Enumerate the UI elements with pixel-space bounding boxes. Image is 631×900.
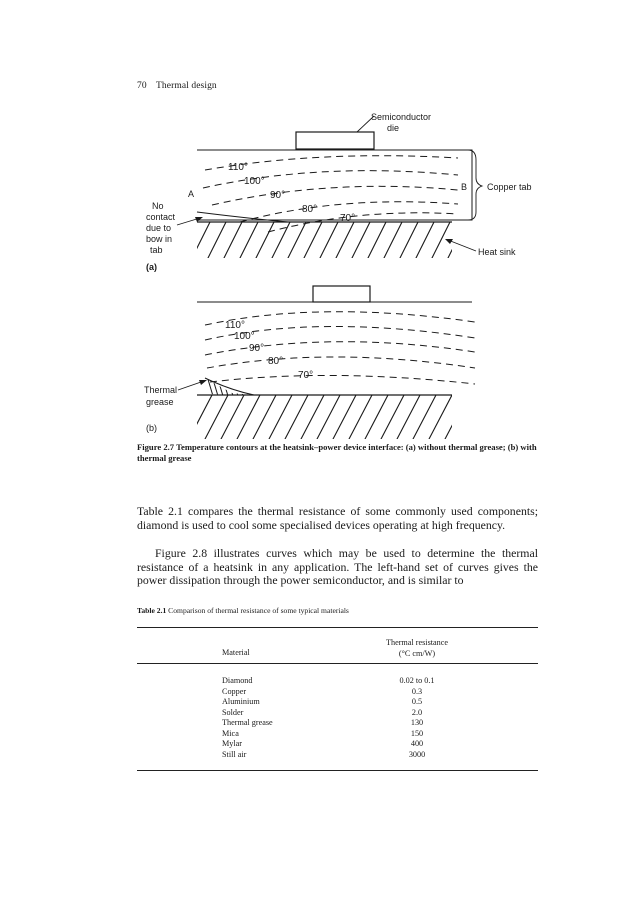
panel-a [146,112,532,272]
table-title [137,606,349,615]
thermal-grease-label [144,385,177,407]
temperature-contour-figure [0,0,631,440]
isotherm-80-b: 80° [268,356,284,367]
figure-caption-text: Temperature contours at the heatsink–power device interface: (a) without thermal grease; (b) with thermal grease [137,442,537,463]
isotherm-110-b: 110° [225,320,245,331]
panel-b [144,286,475,440]
panel-a-label: (a) [146,262,157,272]
table-row: Mica 150 [222,728,424,738]
svg-text:grease: grease [146,397,174,407]
die-label-line2: die [387,123,400,133]
table-row: Solder 2.0 [222,707,423,717]
heat-sink-arrow [448,240,476,251]
isotherms-b [205,312,475,384]
point-a: A [188,189,195,199]
table-row: Thermal grease 130 [222,718,424,727]
section-title: Thermal design [156,81,217,91]
thermal-grease-arrowhead [199,380,207,385]
svg-text:Thermal: Thermal [144,385,178,395]
isotherm-70-a: 70° [340,213,356,224]
table-row: Mylar 400 [222,739,424,748]
panel-b-label: (b) [146,423,157,433]
no-contact-label [146,201,176,255]
table-header-rule [137,663,538,664]
page-number: 70 [137,81,147,91]
isotherm-80-a: 80° [302,204,318,215]
isotherm-labels-b [225,320,313,381]
table-title-text: Comparison of thermal resistance of some typical materials [168,606,349,615]
copper-tab-brace [468,150,482,220]
isotherm-100-a: 100° [244,176,265,187]
table-row: Aluminium 0.5 [222,697,423,706]
isotherm-100-b: 100° [234,331,255,342]
heatsink-hatch-b [188,395,468,440]
isotherm-110-a: 110° [228,162,248,173]
heatsink-hatch-a [190,222,466,262]
svg-text:tab: tab [150,245,163,255]
paragraph-2: Figure 2.8 illustrates curves which may be used to determine the thermal resistance of a heatsink in any application. The left-hand set of curves gives the power dissipation through the power semiconductor, and is similar to [137,546,538,588]
isotherm-70-b: 70° [298,370,314,381]
col-header-material: Material [222,648,250,657]
paragraph-1: Table 2.1 compares the thermal resistance of some commonly used components; diamond is used to cool some specialised devices operating at high frequency. [137,504,538,532]
svg-text:due to: due to [146,223,172,233]
heat-sink-label: Heat sink [478,247,516,257]
die-label-line1: Semiconductor [371,112,432,122]
table-number: Table 2.1 [137,606,167,615]
table-row: Copper 0.3 [222,686,423,696]
isotherm-90-b: 90° [249,343,265,354]
svg-text:contact: contact [146,212,176,222]
figure-number: Figure 2.7 [137,442,175,452]
semiconductor-die [296,132,374,149]
copper-tab-outline [197,150,472,220]
table-bottom-rule [137,770,538,771]
semiconductor-die-b [313,286,370,302]
col-header-resistance: Thermal resistance (°C cm/W) [385,638,449,658]
table-row: Diamond 0.02 to 0.1 [222,676,435,685]
table-row: Still air 3000 [222,749,426,759]
point-b: B [461,182,468,192]
table-top-rule [137,627,538,628]
copper-tab-label: Copper tab [487,182,532,192]
isotherm-90-a: 90° [270,190,286,201]
svg-text:bow in: bow in [146,234,173,244]
table-body [222,676,482,760]
figure-caption [137,442,537,464]
svg-text:No: No [152,201,164,211]
